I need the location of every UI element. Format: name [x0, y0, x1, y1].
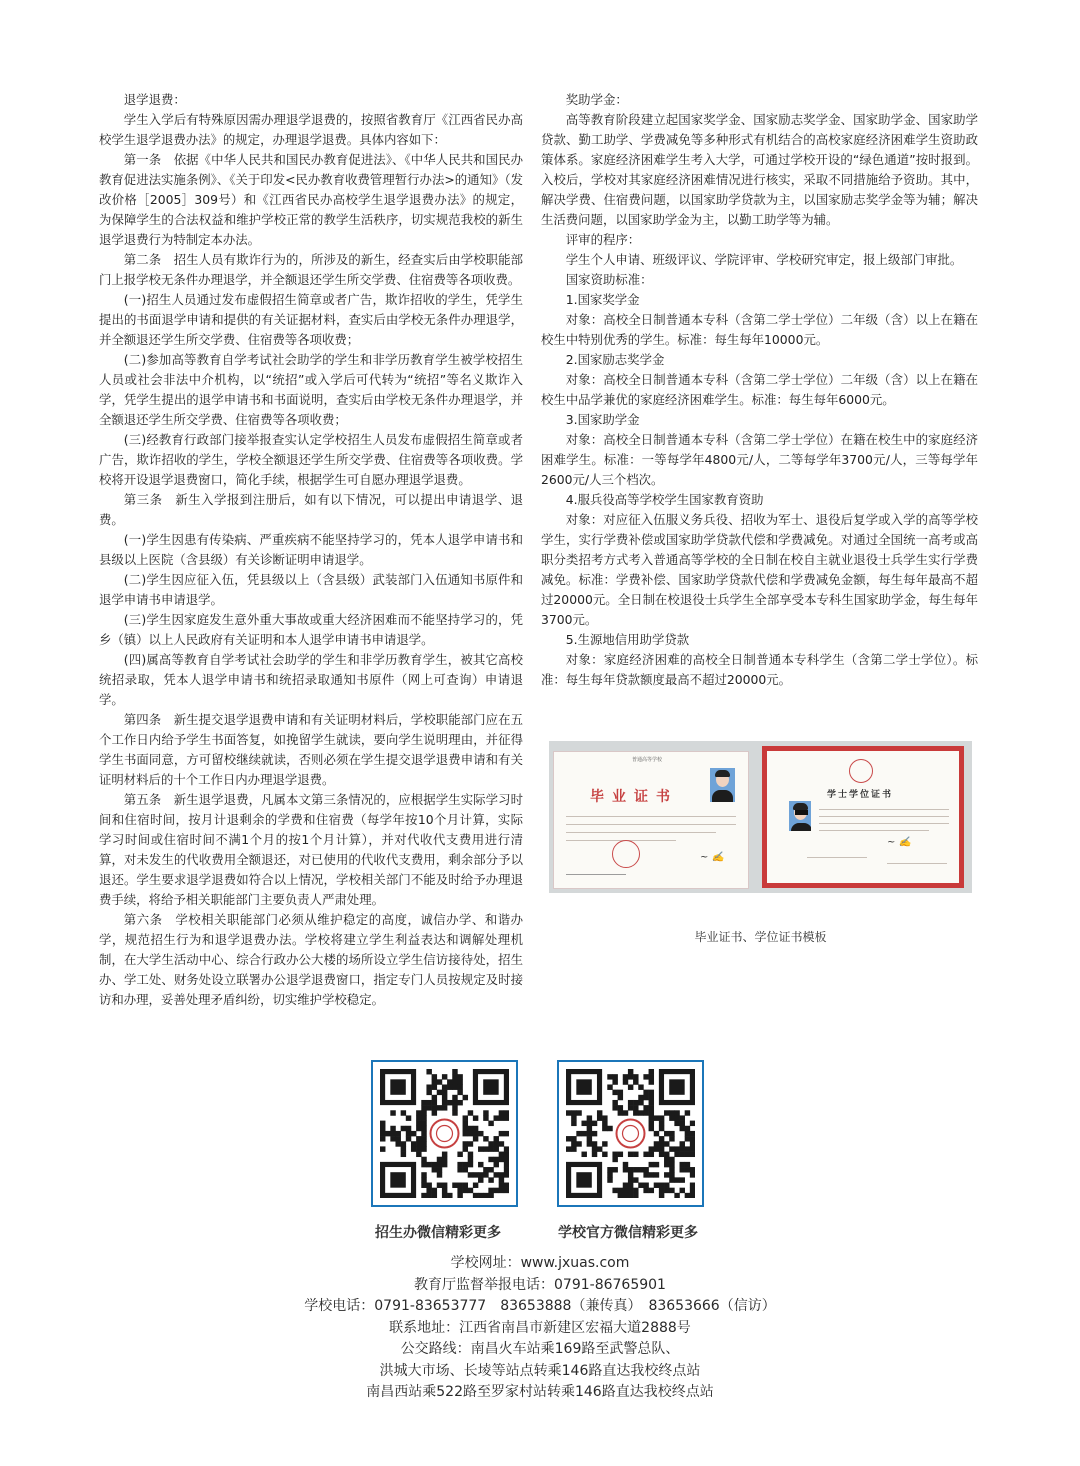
- supervision-hotline: 教育厅监督举报电话：0791-86765901: [414, 1276, 666, 1293]
- paragraph: 对象：高校全日制普通本专科（含第二学士学位）二年级（含）以上在籍在校生中品学兼优的家庭经济困难学生。标准：每生每年6000元。: [541, 372, 978, 407]
- school-phones: 学校电话：0791-83653777 83653888（兼传真） 83653666（信访）: [304, 1298, 776, 1314]
- paragraph: 第四条 新生提交退学退费申请和有关证明材料后，学校职能部门应在五个工作日内给予学生书面答复，如挽留学生就读，要向学生说明理由，并征得学生书面同意，方可留校继续就读，否则必须在学生提交退学退费申请和有关证明材料后的十个工作日内办理退学退费。: [99, 712, 523, 787]
- paragraph: 对象：对应征入伍服义务兵役、招收为军士、退役后复学或入学的高等学校学生，实行学费补偿或国家助学贷款代偿和学费减免。对通过全国统一高考或高职分类招考方式考入普通高等学校的全日制在校自主就业退役士兵学生实行学费减免。标准：学费补偿、国家助学贷款代偿和学费减免金额，每生每年最高不超过20000元。全日制在校退役士兵学生全部享受本专科生国家助学金，每生每年3700元。: [541, 512, 978, 627]
- paragraph: 对象：家庭经济困难的高校全日制普通本专科学生（含第二学士学位）。标准：每生每年贷款额度最高不超过20000元。: [541, 652, 978, 687]
- graduation-certificate-title: 毕业证书: [590, 789, 678, 805]
- graduation-certificate: [553, 751, 749, 889]
- official-qr-label: 学校官方微信精彩更多: [558, 1225, 698, 1241]
- paragraph: 第三条 新生入学报到注册后，如有以下情况，可以提出申请退学、退费。: [99, 492, 523, 527]
- subheading: 5.生源地信用助学贷款: [565, 632, 690, 647]
- certificate-header: 普通高等学校: [632, 757, 663, 763]
- paragraph: 第五条 新生退学退费，凡属本文第三条情况的，应根据学生实际学习时间和住宿时间，按月计退剩余的学费和住宿费（每学年按10个月计算，实际学习时间或住宿时间不满1个月的按1个月计算），并对代收代支费用进行清算，对未发生的代收费用全额退还，对已使用的代收代支费用，剩余部分予以退还。学生要求退学退费如符合以上情况，学校相关部门不能及时给予办理退费手续，将给予相关职能部门主要负责人严肃处理。: [99, 792, 523, 907]
- school-seal: [612, 840, 640, 868]
- degree-certificate: [762, 746, 964, 888]
- bus-route-1: 公交路线：南昌火车站乘169路至武警总队、: [400, 1341, 680, 1357]
- school-website: 学校网址：www.jxuas.com: [450, 1255, 630, 1271]
- section-heading: 国家资助标准：: [565, 272, 653, 287]
- financial-aid-column: [541, 90, 978, 690]
- certificate-caption: 毕业证书、学位证书模板: [694, 930, 827, 944]
- signature: ~ ✍: [887, 837, 912, 848]
- subheading: 3.国家助学金: [565, 412, 640, 427]
- section-heading: 评审的程序：: [565, 232, 641, 247]
- refund-policy-column: [99, 90, 523, 1010]
- school-address: 联系地址：江西省南昌市新建区宏福大道2888号: [389, 1319, 691, 1336]
- paragraph: (一)学生因患有传染病、严重疾病不能坚持学习的，凭本人退学申请书和县级以上医院（含县级）有关诊断证明申请退学。: [99, 532, 523, 567]
- paragraph: (四)属高等教育自学考试社会助学的学生和非学历教育学生，被其它高校统招录取，凭本人退学申请书和统招录取通知书原件（网上可查询）申请退学。: [99, 652, 523, 707]
- paragraph: 学生入学后有特殊原因需办理退学退费的，按照省教育厅《江西省民办高校学生退学退费办法》的规定，办理退学退费。具体内容如下：: [99, 112, 523, 147]
- paragraph: 高等教育阶段建立起国家奖学金、国家励志奖学金、国家助学金、国家助学贷款、勤工助学、学费减免等多种形式有机结合的高校家庭经济困难学生资助政策体系。家庭经济困难学生考入大学，可通过学校开设的“绿色通道”按时报到。入校后，学校对其家庭经济困难情况进行核实，采取不同措施给予资助。其中，解决学费、住宿费问题，以国家助学贷款为主，以国家励志奖学金等为辅；解决生活费问题，以国家助学金为主，以勤工助学等为辅。: [541, 112, 978, 227]
- paragraph: 第二条 招生人员有欺诈行为的，所涉及的新生，经查实后由学校职能部门上报学校无条件办理退学，并全额退还学生所交学费、住宿费等各项收费。: [99, 252, 523, 287]
- bus-route-3: 南昌西站乘522路至罗家村站转乘146路直达我校终点站: [366, 1384, 714, 1400]
- bus-route-2: 洪城大市场、长堎等站点转乘146路直达我校终点站: [379, 1362, 701, 1379]
- paragraph: 第一条 依据《中华人民共和国民办教育促进法》、《中华人民共和国民办教育促进法实施条例》、《关于印发<民办教育收费管理暂行办法>的通知》（发改价格［2005］309号）和《江西省民办高校学生退学退费办法》的规定，为保障学生的合法权益和维护学校正常的教学生活秩序，切实规范我校的新生退学退费行为特制定本办法。: [99, 152, 523, 247]
- paragraph: 第六条 学校相关职能部门必须从维护稳定的高度，诚信办学、和谐办学，规范招生行为和退学退费办法。学校将建立学生利益表达和调解处理机制，在大学生活动中心、综合行政办公大楼的场所设立学生信访接待处，招生办、学工处、财务处设立联署办公退学退费窗口，指定专门人员按规定及时接访和办理，妥善处理矛盾纠纷，切实维护学校稳定。: [99, 912, 523, 1007]
- paragraph: (一)招生人员通过发布虚假招生简章或者广告，欺诈招收的学生，凭学生提出的书面退学申请和提供的有关证据材料，查实后由学校无条件办理退学，并全额退还学生所交学费、住宿费等各项收费；: [99, 292, 523, 347]
- section-heading: 奖助学金：: [565, 92, 628, 107]
- paragraph: (三)学生因家庭发生意外重大事故或重大经济困难而不能坚持学习的，凭乡（镇）以上人民政府有关证明和本人退学申请书申请退学。: [99, 612, 523, 647]
- certificate-photo: [549, 741, 972, 893]
- paragraph: 学生个人申请、班级评议、学院评审、学校研究审定，报上级部门审批。: [565, 252, 963, 267]
- degree-certificate-title: 学士学位证书: [827, 790, 894, 800]
- admissions-qr-label: 招生办微信精彩更多: [375, 1225, 501, 1241]
- paragraph: 退学退费：: [123, 92, 186, 107]
- subheading: 4.服兵役高等学校学生国家教育资助: [565, 492, 764, 507]
- student-photo: [710, 768, 735, 802]
- emblem: [849, 759, 873, 783]
- official-wechat-qr-code[interactable]: [557, 1060, 704, 1207]
- subheading: 1.国家奖学金: [565, 292, 640, 307]
- qr-pattern: [566, 1069, 695, 1198]
- paragraph: (三)经教育行政部门接举报查实认定学校招生人员发布虚假招生简章或者广告，欺诈招收的学生，学校全额退还学生所交学费、住宿费等各项收费。学校将开设退学退费窗口，简化手续，根据学生可自愿办理退学退费。: [99, 432, 523, 487]
- admissions-wechat-qr-code[interactable]: [371, 1060, 518, 1207]
- contact-info: [0, 1253, 1080, 1404]
- qr-pattern: [380, 1069, 509, 1198]
- signature: ~ ✍: [700, 852, 725, 863]
- paragraph: (二)学生因应征入伍，凭县级以上（含县级）武装部门入伍通知书原件和退学申请书申请退学。: [99, 572, 523, 607]
- subheading: 2.国家励志奖学金: [565, 352, 665, 367]
- paragraph: 对象：高校全日制普通本专科（含第二学士学位）二年级（含）以上在籍在校生中特别优秀的学生。标准：每生每年10000元。: [541, 312, 978, 347]
- paragraph: 对象：高校全日制普通本专科（含第二学士学位）在籍在校生中的家庭经济困难学生。标准：一等每学年4800元/人，二等每学年3700元/人，三等每学年2600元/人三个档次。: [541, 432, 978, 487]
- student-photo: [789, 801, 811, 831]
- paragraph: (二)参加高等教育自学考试社会助学的学生和非学历教育学生被学校招生人员或社会非法中介机构，以“统招”或入学后可代转为“统招”等名义欺诈入学，凭学生提出的退学申请书和书面说明，查实后由学校无条件办理退学，并全额退还学生所交学费、住宿费等各项收费；: [99, 352, 523, 427]
